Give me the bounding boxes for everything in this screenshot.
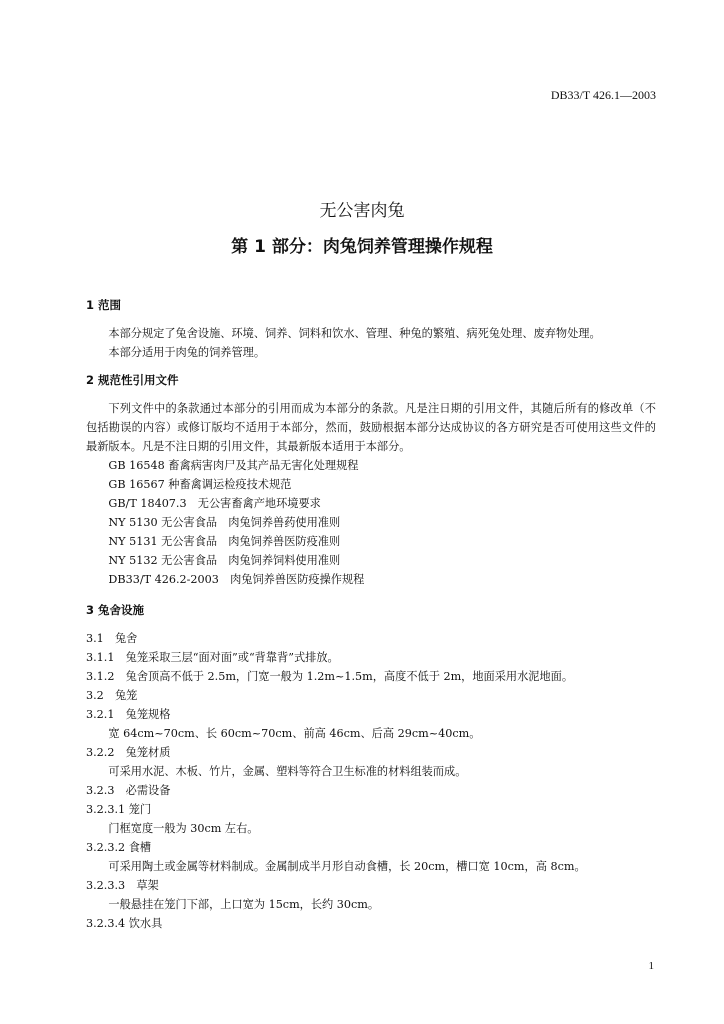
reference-item: NY 5130 无公害食品 肉兔饲养兽药使用准则 xyxy=(108,516,341,529)
reference-item: DB33/T 426.2-2003 肉兔饲养兽医防疫操作规程 xyxy=(108,573,365,586)
clause-heading: 3.2.2 兔笼材质 xyxy=(86,746,171,759)
section-3-heading: 3 兔舍设施 xyxy=(86,603,145,617)
clause-heading: 3.2.3.4 饮水具 xyxy=(86,917,163,930)
section-2-heading: 2 规范性引用文件 xyxy=(86,373,179,387)
clause-text: 宽 64cm~70cm、长 60cm~70cm、前高 46cm、后高 29cm~40cm。 xyxy=(108,727,481,740)
section-1-paragraph: 本部分适用于肉兔的饲养管理。 xyxy=(108,346,266,359)
clause-text: 可采用陶土或金属等材料制成。金属制成半月形自动食槽，长 20cm，槽口宽 10cm，高 8cm。 xyxy=(108,860,586,873)
clause-text: 3.1.1 兔笼采取三层“面对面”或“背靠背”式排放。 xyxy=(86,651,339,664)
clause-text: 可采用水泥、木板、竹片，金属、塑料等符合卫生标准的材料组装而成。 xyxy=(108,765,467,778)
reference-item: GB 16548 畜禽病害肉尸及其产品无害化处理规程 xyxy=(108,459,359,472)
document-title: 无公害肉兔 xyxy=(319,201,405,221)
clause-text: 3.1.2 兔舍顶高不低于 2.5m，门宽一般为 1.2m~1.5m，高度不低于 2m，地面采用水泥地面。 xyxy=(86,670,574,683)
clause-heading: 3.2.3.1 笼门 xyxy=(86,803,152,816)
page-number: 1 xyxy=(648,960,654,972)
document-body xyxy=(86,296,656,933)
reference-item: NY 5131 无公害食品 肉兔饲养兽医防疫准则 xyxy=(108,535,341,548)
reference-item: GB/T 18407.3 无公害畜禽产地环境要求 xyxy=(108,497,321,510)
clause-text: 门框宽度一般为 30cm 左右。 xyxy=(108,822,259,835)
section-1-heading: 1 范围 xyxy=(86,298,122,312)
reference-item: GB 16567 种畜禽调运检疫技术规范 xyxy=(108,478,292,491)
standard-code: DB33/T 426.1—2003 xyxy=(550,88,656,102)
clause-heading: 3.2 兔笼 xyxy=(86,689,138,702)
clause-heading: 3.1 兔舍 xyxy=(86,632,138,645)
clause-heading: 3.2.3.3 草架 xyxy=(86,879,159,892)
clause-heading: 3.2.1 兔笼规格 xyxy=(86,708,171,721)
clause-text: 一般悬挂在笼门下部，上口宽为 15cm，长约 30cm。 xyxy=(108,898,380,911)
reference-item: NY 5132 无公害食品 肉兔饲养饲料使用准则 xyxy=(108,554,341,567)
clause-heading: 3.2.3 必需设备 xyxy=(86,784,171,797)
clause-heading: 3.2.3.2 食槽 xyxy=(86,841,152,854)
section-2-paragraph: 下列文件中的条款通过本部分的引用而成为本部分的条款。凡是注日期的引用文件，其随后所有的修改单（不包括勘误的内容）或修订版均不适用于本部分，然而，鼓励根据本部分达成协议的各方研究是否可使用这些文件的最新版本。凡是不注日期的引用文件，其最新版本适用于本部分。 xyxy=(86,402,656,453)
document-subtitle: 第 1 部分：肉兔饲养管理操作规程 xyxy=(231,237,493,257)
section-1-paragraph: 本部分规定了兔舍设施、环境、饲养、饲料和饮水、管理、种兔的繁殖、病死兔处理、废弃物处理。 xyxy=(108,327,601,340)
